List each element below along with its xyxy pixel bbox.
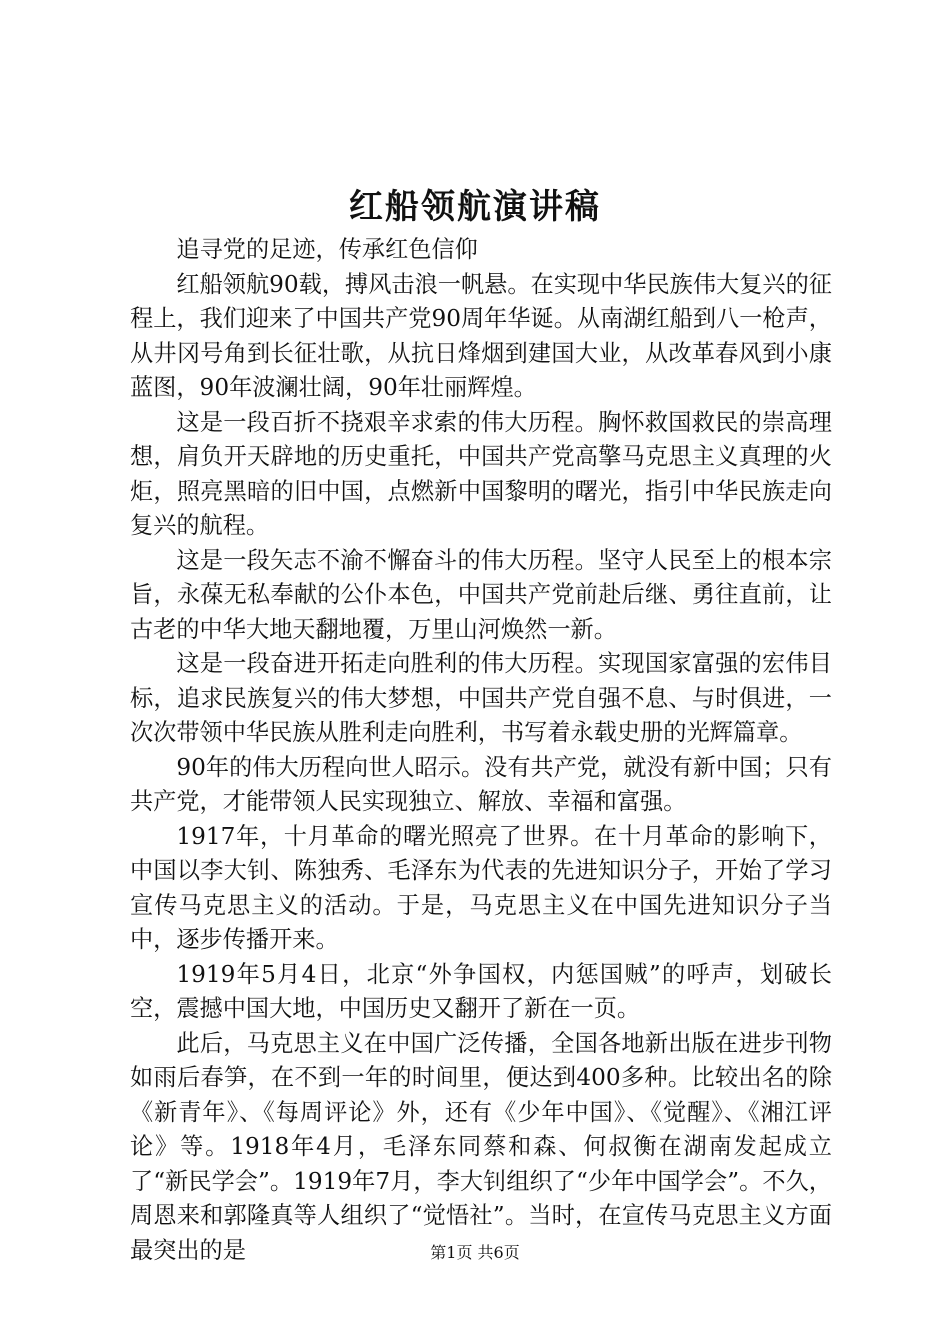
paragraph: 1917年，十月革命的曙光照亮了世界。在十月革命的影响下，中国以李大钊、陈独秀、毛泽东为代表的先进知识分子，开始了学习宣传马克思主义的活动。于是，马克思主义在中国先进知识分子当中，逐步传播开来。 (130, 822, 832, 953)
paragraph: 这是一段百折不挠艰辛求索的伟大历程。胸怀救国救民的崇高理想，肩负开天辟地的历史重托，中国共产党高擎马克思主义真理的火炬，照亮黑暗的旧中国，点燃新中国黎明的曙光，指引中华民族走向复兴的航程。 (130, 408, 832, 539)
page-footer: 第1页 共6页 (430, 1243, 520, 1262)
paragraph: 90年的伟大历程向世人昭示。没有共产党，就没有新中国；只有共产党，才能带领人民实现独立、解放、幸福和富强。 (130, 753, 832, 815)
paragraph: 红船领航90载，搏风击浪一帆悬。在实现中华民族伟大复兴的征程上，我们迎来了中国共产党90周年华诞。从南湖红船到八一枪声，从井冈号角到长征壮歌，从抗日烽烟到建国大业，从改革春风到小康蓝图，90年波澜壮阔，90年壮丽辉煌。 (130, 270, 832, 401)
paragraph: 追寻党的足迹，传承红色信仰 (176, 236, 478, 263)
paragraph: 这是一段矢志不渝不懈奋斗的伟大历程。坚守人民至上的根本宗旨，永葆无私奉献的公仆本色，中国共产党前赴后继、勇往直前，让古老的中华大地天翻地覆，万里山河焕然一新。 (130, 546, 832, 643)
document-title: 红船领航演讲稿 (349, 187, 601, 227)
document-body (130, 233, 832, 1268)
paragraph: 这是一段奋进开拓走向胜利的伟大历程。实现国家富强的宏伟目标，追求民族复兴的伟大梦想，中国共产党自强不息、与时俱进，一次次带领中华民族从胜利走向胜利，书写着永载史册的光辉篇章。 (130, 650, 832, 746)
paragraph: 此后，马克思主义在中国广泛传播，全国各地新出版在进步刊物如雨后春笋，在不到一年的时间里，便达到400多种。比较出名的除《新青年》、《每周评论》外，还有《少年中国》、《觉醒》、《湘江评论》等。1918年4月，毛泽东同蔡和森、何叔衡在湖南发起成立了“新民学会”。1919年7月，李大钊组织了“少年中国学会”。不久，周恩来和郭隆真等人组织了“觉悟社”。当时，在宣传马克思主义方面最突出的是 (130, 1029, 832, 1264)
paragraph: 1919年5月4日，北京“外争国权，内惩国贼”的呼声，划破长空，震撼中国大地，中国历史又翻开了新在一页。 (130, 960, 832, 1022)
